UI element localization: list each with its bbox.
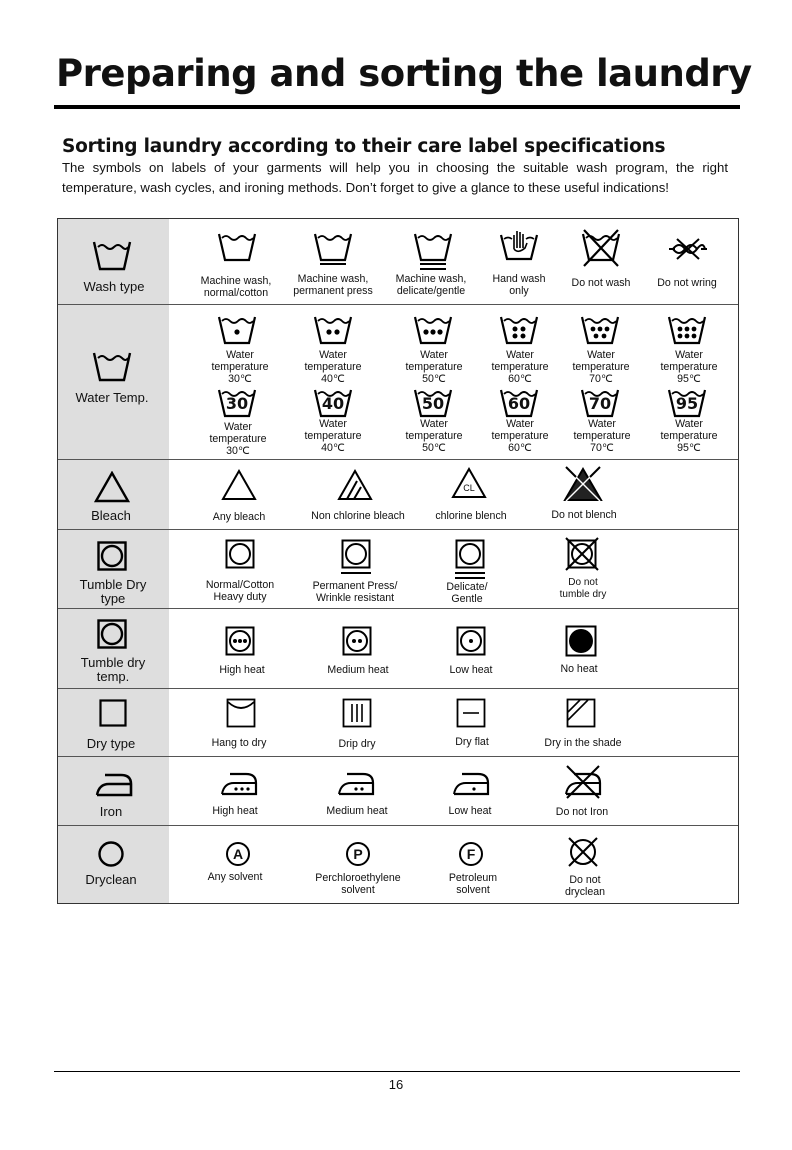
row-divider	[58, 304, 738, 305]
no-heat-label: No heat	[560, 663, 598, 675]
iron-high-heat-label: High heat	[212, 805, 258, 817]
machine-wash-permanent-press-icon	[313, 232, 353, 266]
do-not-iron-label: Do not Iron	[555, 806, 609, 818]
tumble-dry-permanent-label: Permanent Press/ Wrinkle resistant	[312, 580, 398, 604]
circle-icon	[97, 840, 125, 868]
row-label-tumble-dry-type: Tumble Dry type	[79, 577, 147, 606]
water-temp-40-number-label: Water temperature 40℃	[304, 418, 362, 454]
title-divider	[54, 105, 740, 109]
non-chlorine-bleach-label: Non chlorine bleach	[311, 510, 405, 522]
row-divider	[58, 688, 738, 689]
row-divider	[58, 825, 738, 826]
do-not-bleach-icon	[562, 465, 604, 503]
water-temp-60-number-label: Water temperature 60℃	[491, 418, 549, 454]
water-temp-40-label: Water temperature 40℃	[304, 349, 362, 385]
solvent-letter-p: P	[353, 846, 363, 862]
drip-dry-icon	[342, 698, 372, 728]
wash-40-badge: 40	[321, 394, 345, 413]
tumble-dry-normal-label: Normal/Cotton Heavy duty	[205, 579, 275, 603]
chlorine-bleach-icon	[451, 467, 487, 499]
wash-60-dots-icon	[499, 315, 539, 345]
wash-50-badge: 50	[421, 394, 445, 413]
wash-tub-icon	[92, 239, 132, 271]
row-label-dryclean: Dryclean	[85, 872, 137, 887]
wash-70-badge: 70	[588, 394, 612, 413]
any-solvent-icon	[225, 841, 251, 867]
tumble-dry-icon	[97, 619, 127, 649]
row-label-iron: Iron	[99, 804, 123, 819]
water-temp-70-number-label: Water temperature 70℃	[573, 418, 631, 454]
low-heat-label: Low heat	[449, 664, 493, 676]
any-solvent-label: Any solvent	[207, 871, 263, 883]
triangle-icon	[94, 471, 130, 503]
do-not-wash-label: Do not wash	[571, 277, 631, 289]
page-number: 16	[388, 1077, 404, 1092]
tumble-dry-icon	[97, 541, 127, 571]
do-not-wring-label: Do not wring	[657, 277, 717, 289]
petroleum-solvent-icon	[458, 841, 484, 867]
iron-low-heat-label: Low heat	[448, 805, 492, 817]
row-label-water-temp: Water Temp.	[75, 390, 149, 405]
do-not-tumble-dry-icon	[565, 537, 599, 571]
iron-medium-heat-label: Medium heat	[326, 805, 388, 817]
do-not-bleach-label: Do not blench	[551, 509, 617, 521]
do-not-wash-icon	[580, 228, 622, 268]
section-subtitle: Sorting laundry according to their care label specifications	[62, 136, 666, 157]
iron-high-heat-icon	[218, 771, 260, 797]
tumble-dry-delicate-label: Delicate/ Gentle	[446, 581, 488, 605]
square-icon	[99, 699, 127, 727]
water-temp-50-label: Water temperature 50℃	[405, 349, 463, 385]
row-label-bleach: Bleach	[91, 508, 131, 523]
do-not-tumble-dry-label: Do not tumble dry	[559, 577, 607, 600]
tumble-dry-high-heat-icon	[225, 626, 255, 656]
solvent-letter-a: A	[232, 846, 244, 862]
hand-wash-icon	[499, 229, 539, 263]
row-label-tumble-dry-temp: Tumble dry temp.	[80, 655, 146, 684]
do-not-dryclean-label: Do not dryclean	[564, 874, 606, 898]
dry-flat-icon	[456, 698, 486, 728]
petroleum-solvent-label: Petroleum solvent	[448, 872, 498, 896]
chlorine-bleach-label: chlorine blench	[435, 510, 507, 522]
tumble-dry-medium-heat-icon	[342, 626, 372, 656]
water-temp-30-label: Water temperature 30℃	[211, 349, 269, 385]
iron-icon	[93, 772, 135, 798]
row-divider	[58, 459, 738, 460]
wash-60-badge: 60	[507, 394, 531, 413]
any-bleach-label: Any bleach	[212, 511, 266, 523]
medium-heat-label: Medium heat	[327, 664, 389, 676]
wash-tub-icon	[92, 350, 132, 382]
wash-50-dots-icon	[413, 315, 453, 345]
machine-wash-delicate-icon	[413, 232, 453, 272]
wash-delicate-label: Machine wash, delicate/gentle	[395, 273, 467, 297]
solvent-letter-f: F	[466, 846, 476, 862]
water-temp-50-number-label: Water temperature 50℃	[405, 418, 463, 454]
iron-medium-heat-icon	[335, 771, 377, 797]
hang-to-dry-icon	[226, 698, 256, 728]
footer-divider	[54, 1071, 740, 1072]
row-label-dry-type: Dry type	[86, 736, 136, 751]
hand-wash-label: Hand wash only	[492, 273, 546, 297]
dry-flat-label: Dry flat	[455, 736, 489, 748]
wash-30-badge: 30	[225, 394, 249, 413]
perchloroethylene-label: Perchloroethylene solvent	[315, 872, 401, 896]
wash-30-dot-icon	[217, 315, 257, 345]
do-not-dryclean-icon	[566, 835, 600, 869]
wash-70-dots-icon	[580, 315, 620, 345]
wash-40-dots-icon	[313, 315, 353, 345]
tumble-dry-no-heat-icon	[565, 625, 597, 657]
wash-95-dots-icon	[667, 315, 707, 345]
iron-low-heat-icon	[450, 771, 492, 797]
water-temp-70-label: Water temperature 70℃	[572, 349, 630, 385]
tumble-dry-permanent-press-icon	[341, 539, 371, 575]
non-chlorine-bleach-icon	[337, 469, 373, 501]
high-heat-label: High heat	[219, 664, 265, 676]
perchloroethylene-icon	[345, 841, 371, 867]
wash-70-number-icon	[580, 388, 620, 418]
row-divider	[58, 529, 738, 530]
wash-40-number-icon	[313, 388, 353, 418]
intro-paragraph: The symbols on labels of your garments will help you in choosing the suitable wash program, the right temperature, wash cycles, and ironing methods. Don’t forget to give a glance to these useful indications!	[62, 160, 728, 195]
dry-in-shade-icon	[566, 698, 596, 728]
wash-permanent-label: Machine wash, permanent press	[293, 273, 373, 297]
water-temp-30-number-label: Water temperature 30℃	[209, 421, 267, 457]
water-temp-95-label: Water temperature 95℃	[660, 349, 718, 385]
wash-95-number-icon	[667, 388, 707, 418]
do-not-iron-icon	[561, 764, 605, 800]
hang-to-dry-label: Hang to dry	[211, 737, 267, 749]
tumble-dry-low-heat-icon	[456, 626, 486, 656]
wash-60-number-icon	[499, 388, 539, 418]
wash-95-badge: 95	[675, 394, 699, 413]
water-temp-95-number-label: Water temperature 95℃	[660, 418, 718, 454]
row-divider	[58, 608, 738, 609]
wash-30-number-icon	[217, 388, 257, 418]
water-temp-60-label: Water temperature 60℃	[491, 349, 549, 385]
row-label-wash-type: Wash type	[83, 279, 145, 294]
dry-in-shade-label: Dry in the shade	[544, 737, 622, 749]
wash-50-number-icon	[413, 388, 453, 418]
care-symbol-table	[57, 218, 739, 904]
drip-dry-label: Drip dry	[338, 738, 376, 750]
tumble-dry-delicate-icon	[455, 539, 485, 581]
tumble-dry-normal-icon	[225, 539, 255, 569]
any-bleach-icon	[221, 469, 257, 501]
page-title: Preparing and sorting the laundry	[56, 52, 752, 95]
machine-wash-normal-icon	[217, 232, 257, 262]
wash-normal-label: Machine wash, normal/cotton	[200, 275, 272, 299]
do-not-wring-icon	[667, 238, 709, 260]
row-divider	[58, 756, 738, 757]
chlorine-cl-mark: CL	[463, 483, 475, 493]
